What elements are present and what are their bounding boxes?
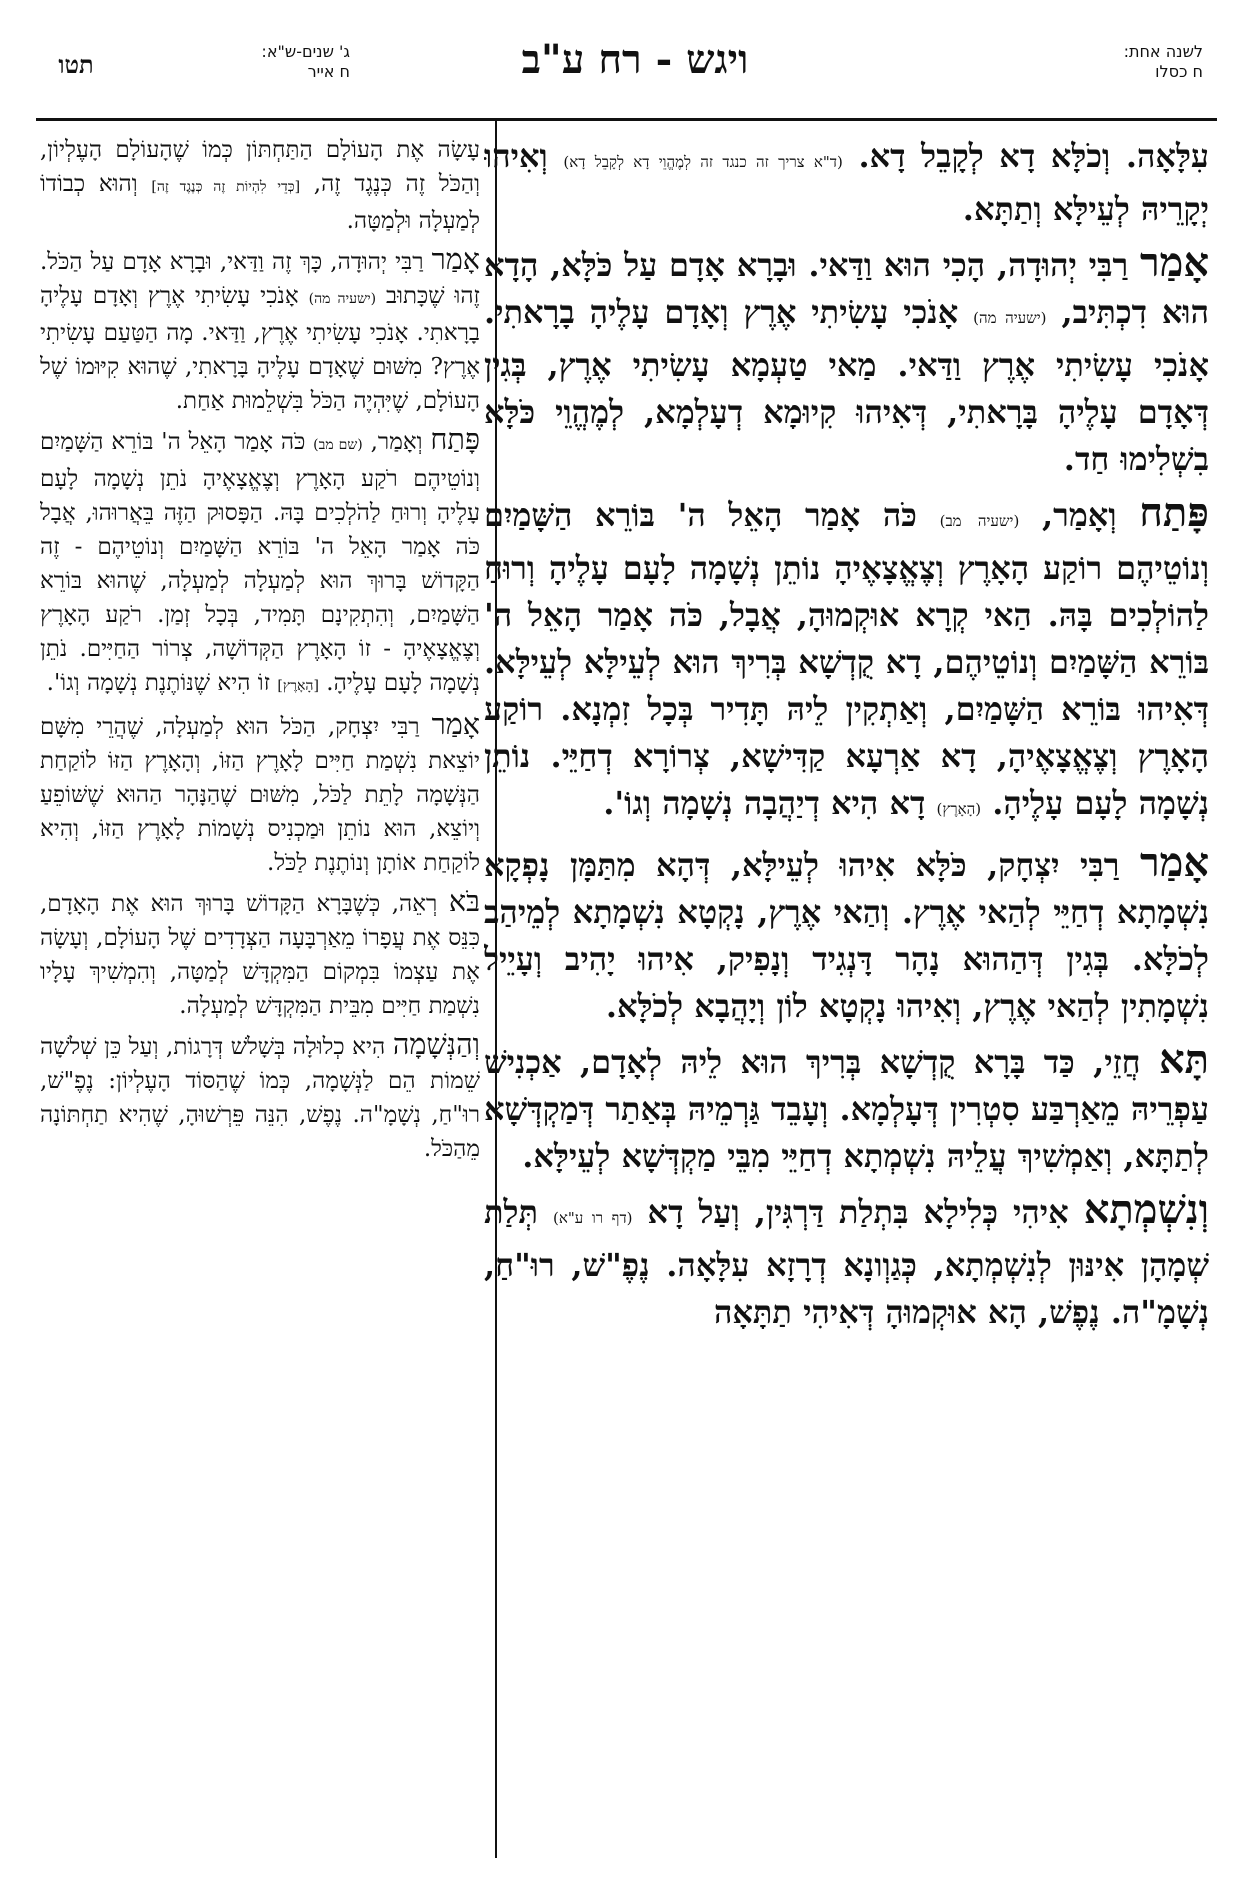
side-paragraph: אָמַר רַבִּי יִצְחָק, הַכֹּל הוּא לְמַעְלָה, שֶׁהֲרֵי מִשָּׁם יוֹצֵאת נִשְׁמַת חַיִּים לָאָרֶץ הַזּוֹ, וְהָאָרֶץ הַזּוֹ לוֹקַחַת הַנְּשָׁמָה לָתֵת לַכֹּל, מִשּׁוּם שֶׁהַנָּהָר הַהוּא שֶׁשּׁוֹפֵעַ וְיוֹצֵא, הוּא נוֹתֵן וּמַכְנִיס נְשָׁמוֹת לָאָרֶץ הַזּוֹ, וְהִיא לוֹקַחַת אוֹתָן וְנוֹתֶנֶת לַכֹּל. xyxy=(40,707,480,876)
header-left-line2: ח אייר xyxy=(307,62,350,81)
side-paragraph: עָשָׂה אֶת הָעוֹלָם הַתַּחְתּוֹן כְּמוֹ שֶׁהָעוֹלָם הָעֶלְיוֹן, וְהַכֹּל זֶה כְּנֶגֶד זֶה, [כְּדֵי לִהְיוֹת זֶה כְּנֶגֶד זֶה] וְהוּא כְבוֹדוֹ לְמַעְלָה וּלְמַטָּה. xyxy=(40,137,480,234)
page-number: תטו xyxy=(58,50,94,79)
main-paragraph: תָּא חֲזֵי, כַּד בָּרָא קֻדְשָׁא בְּרִיךְ הוּא לֵיהּ לְאָדָם, אַכְנִישׁ עַפְרֵיהּ מֵאַרְבַּע סִטְרִין דְּעָלְמָא. וְעָבֵד גַּרְמֵיהּ בְּאַתַר דְּמַקְדְּשָׁא לְתַתָּא, וְאַמְשִׁיךְ עֲלֵיהּ נִשְׁמְתָא דְחַיֵּי מִבֵּי מַקְדְּשָׁא לְעֵילָּא. xyxy=(484,1036,1209,1175)
side-paragraph: בֹּא רְאֵה, כְּשֶׁבָּרָא הַקָּדוֹשׁ בָּרוּךְ הוּא אֶת הָאָדָם, כִּנֵּס אֶת עֲפָרוֹ מֵאַרְבָּעָה הַצְּדָדִים שֶׁל הָעוֹלָם, וְעָשָׂה אֶת עַצְמוֹ בִּמְקוֹם הַמִּקְדָּשׁ לְמַטָּה, וְהִמְשִׁיךְ עָלָיו נִשְׁמַת חַיִּים מִבֵּית הַמִּקְדָּשׁ לְמַעְלָה. xyxy=(40,884,480,1019)
side-column-hebrew-translation xyxy=(40,130,480,1865)
side-paragraph: וְהַנְּשָׁמָה הִיא כְלוּלָה בְּשָׁלֹשׁ דְּרָגוֹת, וְעַל כֵּן שְׁלֹשָׁה שֵׁמוֹת הֵם לַנְּשָׁמָה, כְּמוֹ שֶׁהַסּוֹד הָעֶלְיוֹן: נֶפֶ"שׁ, רוּ"חַ, נְשָׁמָ"ה. נֶפֶשׁ, הִנֵּה פֵּרְשׁוּהָ, שֶׁהִיא תַחְתּוֹנָה מֵהַכֹּל. xyxy=(40,1027,480,1162)
header-date-three-years xyxy=(130,42,350,82)
header-date-one-year xyxy=(1003,42,1203,82)
side-paragraph: פָּתַח וְאָמַר, (שם מב) כֹּה אָמַר הָאֵל ה' בּוֹרֵא הַשָּׁמַיִם וְנוֹטֵיהֶם רֹקַע הָאָרֶץ וְצֶאֱצָאֶיהָ נֹתֵן נְשָׁמָה לָעָם עָלֶיהָ וְרוּחַ לַהֹלְכִים בָּהּ. הַפָּסוּק הַזֶּה בֵּאֲרוּהוּ, אֲבָל כֹּה אָמַר הָאֵל ה' בּוֹרֵא הַשָּׁמַיִם וְנוֹטֵיהֶם - זֶה הַקָּדוֹשׁ בָּרוּךְ הוּא לְמַעְלָה לְמַעְלָה, שֶׁהוּא בּוֹרֵא הַשָּׁמַיִם, וְהִתְקִינָם תָּמִיד, בְּכָל זְמַן. רֹקַע הָאָרֶץ וְצֶאֱצָאֶיהָ - זוֹ הָאָרֶץ הַקְּדוֹשָׁה, צְרוֹר הַחַיִּים. נֹתֵן נְשָׁמָה לָעָם עָלֶיהָ. [הָאָרֶץ] זוֹ הִיא שֶׁנּוֹתֶנֶת נְשָׁמָה וְגוֹ'. xyxy=(40,422,480,696)
header-left-line1: ג' שנים-ש"א: xyxy=(261,42,350,61)
main-paragraph: אָמַר רַבִּי יִצְחָק, כֹּלָּא אִיהוּ לְעֵילָּא, דְּהָא מִתַּמָּן נָפְקָא נִשְׁמָתָא דְחַיֵּי לְהַאי אֶרֶץ. וְהַאי אֶרֶץ, נָקְטָא נִשְׁמָתָא לְמֵיהַב לְכֹלָּא. בְּגִין דְּהַהוּא נָהָר דָּנְגִיד וְנָפִיק, אִיהוּ יָהִיב וְעָיֵיל נִשְׁמָתִין לְהַאי אֶרֶץ, וְאִיהוּ נָקְטָא לוֹן וְיָהֲבָא לְכֹלָּא. xyxy=(484,839,1209,1025)
main-paragraph: פָּתַח וְאָמַר, (ישעיה מב) כֹּה אָמַר הָאֵל ה' בּוֹרֵא הַשָּׁמַיִם וְנוֹטֵיהֶם רוֹקַע הָאָרֶץ וְצֶאֱצָאֶיהָ נוֹתֵן נְשָׁמָה לָעָם עָלֶיהָ וְרוּחַ לַהוֹלְכִים בָּהּ. הַאי קְרָא אוּקְמוּהָ, אֲבָל, כֹּה אָמַר הָאֵל ה' בּוֹרֵא הַשָּׁמַיִם וְנוֹטֵיהֶם, דָא קֻדְשָׁא בְּרִיךְ הוּא לְעֵילָּא לְעֵילָּא. דְּאִיהוּ בּוֹרֵא הַשָּׁמַיִם, וְאַתְקִין לֵיהּ תָּדִיר בְּכָל זִמְנָא. רוֹקַע הָאָרֶץ וְצֶאֱצָאֶיהָ, דָא אַרְעָא קַדִּישָׁא, צְרוֹרָא דְחַיֵּי. נוֹתֵן נְשָׁמָה לָעָם עָלֶיהָ. (הָאָרֶץ) דָא הִיא דְיַהֲבָה נְשָׁמָה וְגוֹ'. xyxy=(484,489,1209,822)
main-paragraph: וְנִשְׁמְתָא אִיהִי כְּלִילָא בִּתְלַת דַּרְגִּין, וְעַל דָא (דף רו ע"א) תְּלַת שְׁמָהָן אִינּוּן לְנִשְׁמְתָא, כְּגַוְונָא דְרָזָא עִלָּאָה. נֶפֶ"שׁ, רוּ"חַ, נְשָׁמָ"ה. נֶפֶשׁ, הָא אוּקְמוּהָ דְּאִיהִי תַתָּאָה xyxy=(484,1186,1209,1331)
header-right-line2: ח כסלו xyxy=(1155,62,1203,81)
header-divider xyxy=(36,118,1217,121)
main-paragraph: אָמַר רַבִּי יְהוּדָה, הָכִי הוּא וַדַּאי. וּבָרָא אָדָם עַל כֹּלָּא, הָדָא הוּא דִכְתִּיב, (ישעיה מה) אָנֹכִי עָשִׂיתִי אֶרֶץ וְאָדָם עָלֶיהָ בָרָאתִי. אָנֹכִי עָשִׂיתִי אֶרֶץ וַדַּאי. מַאי טַעְמָא עָשִׂיתִי אֶרֶץ, בְּגִין דְּאָדָם עָלֶיהָ בָּרָאתִי, דְּאִיהוּ קִיוּמָא דְעָלְמָא, לְמֶהֱוֵי כֹּלָּא בִשְׁלִימוּ חַד. xyxy=(484,239,1209,478)
side-paragraph: אָמַר רַבִּי יְהוּדָה, כָּךְ זֶה וַדַּאי, וּבָרָא אָדָם עַל הַכֹּל. זֶהוּ שֶׁכָּתוּב (ישעיה מה) אָנֹכִי עָשִׂיתִי אֶרֶץ וְאָדָם עָלֶיהָ בָרָאתִי. אָנֹכִי עָשִׂיתִי אֶרֶץ, וַדַּאי. מָה הַטַּעַם עָשִׂיתִי אֶרֶץ? מִשּׁוּם שֶׁאָדָם עָלֶיהָ בָּרָאתִי, שֶׁהוּא קִיּוּמוֹ שֶׁל הָעוֹלָם, שֶׁיִּהְיֶה הַכֹּל בִּשְׁלֵמוּת אַחַת. xyxy=(40,242,480,414)
main-paragraph: עִלָּאָה. וְכֹלָּא דָא לְקָבֵל דָא. (ד"א צריך זה כנגד זה לְמֶהֱוֵי דָא לְקָבֵל דָא) וְאִיהוּ יְקָרֵיהּ לְעֵילָּא וְתַתָּא. xyxy=(484,137,1209,228)
main-column-aramaic xyxy=(484,130,1209,1865)
page-title: ויגש - רח ע"ב xyxy=(521,36,749,83)
header-right-line1: לשנה אחת: xyxy=(1123,42,1203,61)
